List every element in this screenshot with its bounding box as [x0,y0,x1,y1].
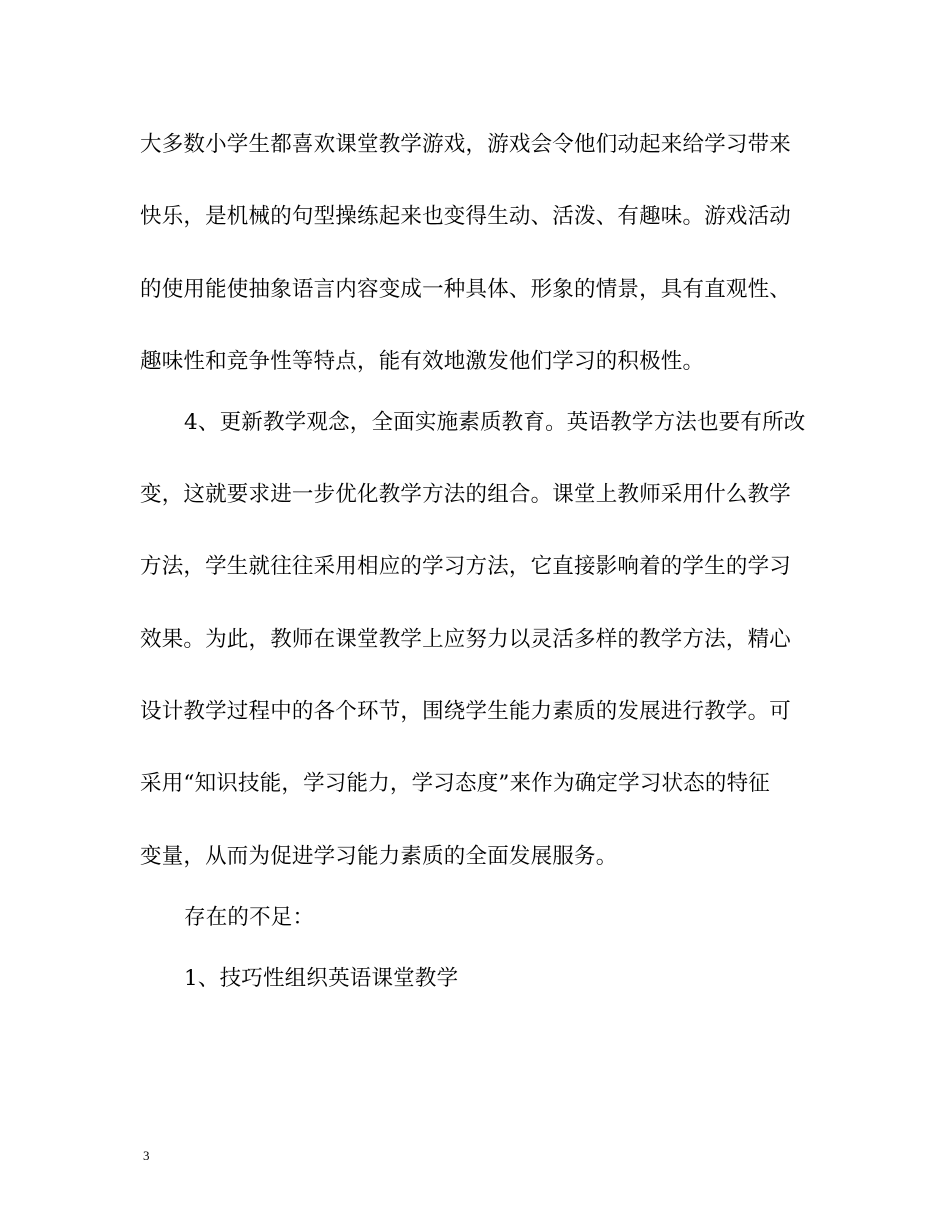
paragraph-line: 变量，从而为促进学习能力素质的全面发展服务。 [140,844,618,869]
paragraph-line: 快乐，是机械的句型操练起来也变得生动、活泼、有趣味。游戏活动 [140,204,792,229]
paragraph-line: 趣味性和竞争性等特点，能有效地激发他们学习的积极性。 [140,349,705,374]
paragraph-line: 大多数小学生都喜欢课堂教学游戏，游戏会令他们动起来给学习带来 [140,132,792,157]
page-number: 3 [143,1148,150,1163]
paragraph-line: 的使用能使抽象语言内容变成一种具体、形象的情景，具有直观性、 [140,277,792,302]
paragraph-line: 效果。为此，教师在课堂教学上应努力以灵活多样的教学方法，精心 [140,627,792,652]
paragraph-line: 方法，学生就往往采用相应的学习方法，它直接影响着的学生的学习 [140,554,792,579]
list-item: 1、技巧性组织英语课堂教学 [184,966,459,991]
paragraph-line: 采用“知识技能，学习能力，学习态度”来作为确定学习状态的特征 [140,771,770,796]
paragraph-line: 4、更新教学观念，全面实施素质教育。英语教学方法也要有所改 [184,410,806,435]
paragraph-line: 设计教学过程中的各个环节，围绕学生能力素质的发展进行教学。可 [140,699,792,724]
paragraph-line: 变，这就要求进一步优化教学方法的组合。课堂上教师采用什么教学 [140,482,792,507]
section-heading: 存在的不足： [184,905,315,930]
